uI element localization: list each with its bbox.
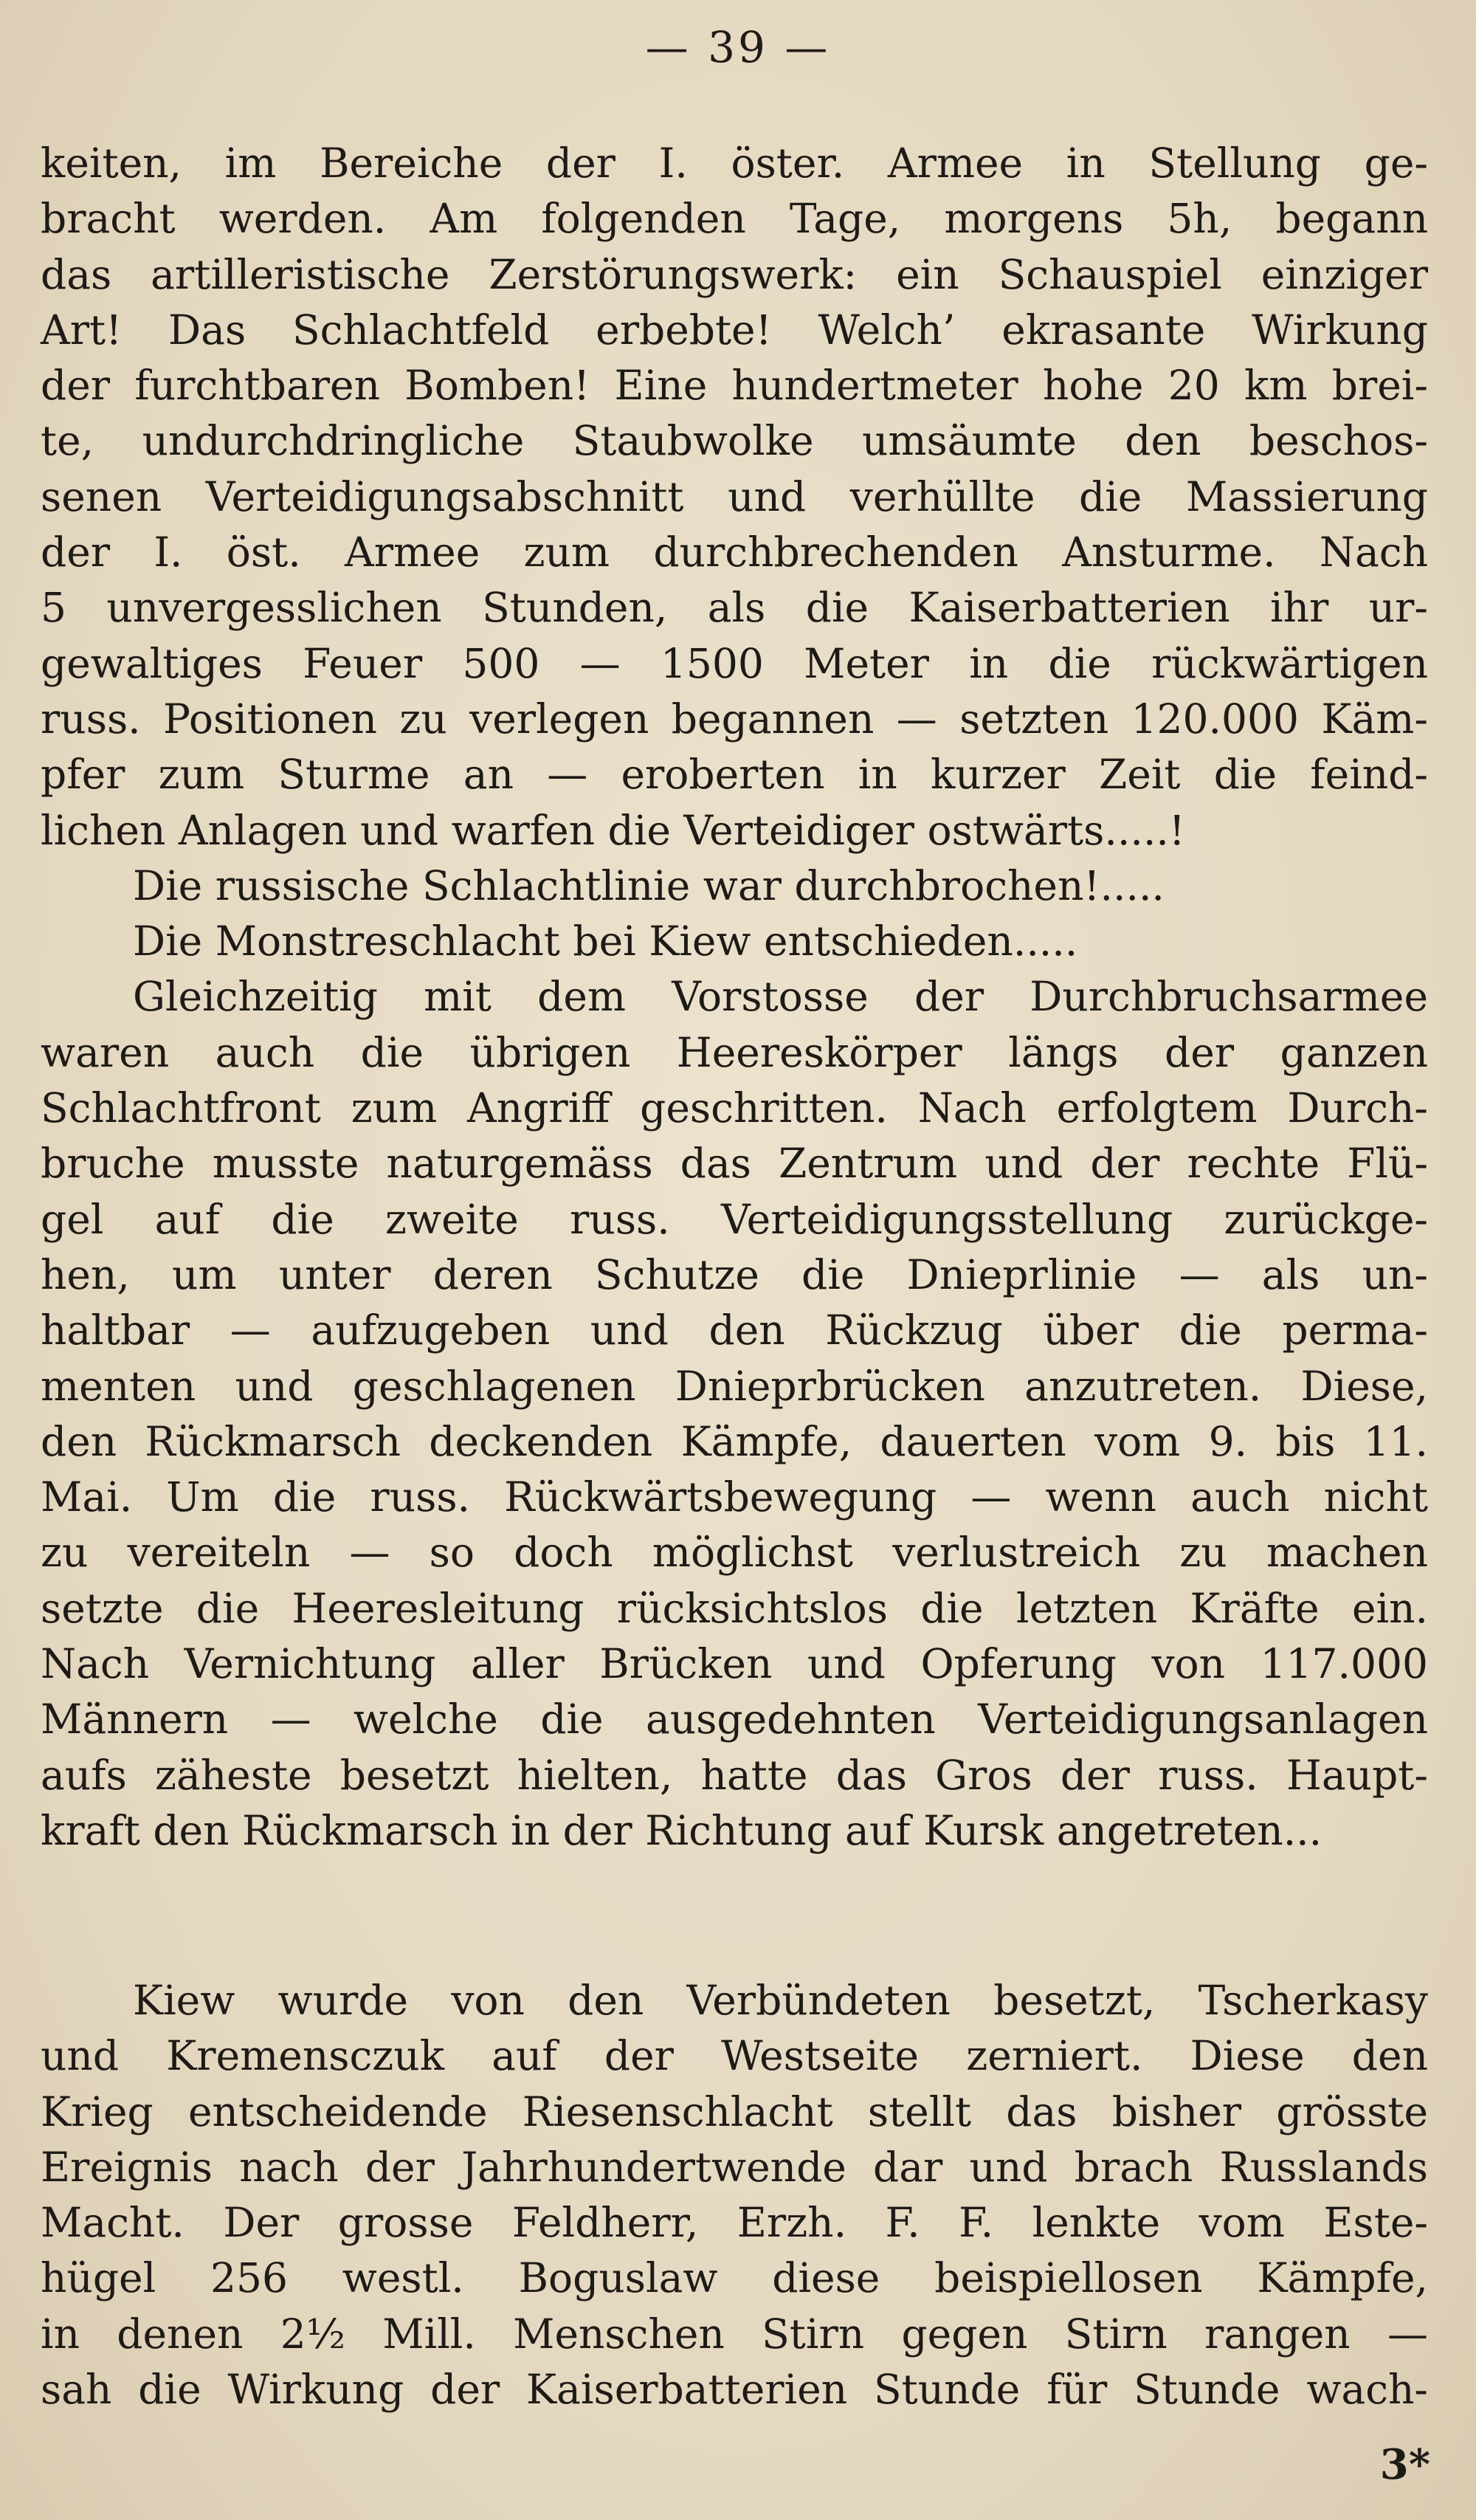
page-number: — 39 — — [645, 22, 831, 72]
text-line: Gleichzeitig mit dem Vorstosse der Durchbruchsarmee — [133, 973, 1428, 1021]
text-line: gel auf die zweite russ. Verteidigungsstellung zurückge- — [41, 1195, 1428, 1243]
text-line: hen, um unter deren Schutze die Dnieprlinie — als un- — [41, 1250, 1428, 1298]
text-line: bruche musste naturgemäss das Zentrum und der rechte Flü- — [41, 1140, 1428, 1188]
text-line: das artilleristische Zerstörungswerk: ein Schauspiel einziger — [41, 250, 1428, 298]
text-line: Kiew wurde von den Verbündeten besetzt, Tscherkasy — [133, 1977, 1428, 2024]
text-line: Nach Vernichtung aller Brücken und Opferung von 117.000 — [41, 1640, 1428, 1688]
text-line: Die russische Schlachtlinie war durchbrochen!..... — [133, 861, 1165, 909]
text-line: bracht werden. Am folgenden Tage, morgens 5h, begann — [41, 195, 1428, 243]
text-line: russ. Positionen zu verlegen begannen — setzten 120.000 Käm- — [41, 695, 1428, 743]
text-line: waren auch die übrigen Heereskörper längs der ganzen — [41, 1028, 1428, 1076]
text-line: Schlachtfront zum Angriff geschritten. Nach erfolgtem Durch- — [41, 1084, 1428, 1132]
text-line: senen Verteidigungsabschnitt und verhüllte die Massierung — [41, 472, 1428, 520]
text-line: pfer zum Sturme an — eroberten in kurzer Zeit die feind- — [41, 751, 1428, 799]
signature-mark: 3* — [1379, 2440, 1430, 2489]
text-line: den Rückmarsch deckenden Kämpfe, dauerten vom 9. bis 11. — [41, 1417, 1428, 1465]
text-line: Mai. Um die russ. Rückwärtsbewegung — wenn auch nicht — [41, 1473, 1428, 1521]
text-line: der I. öst. Armee zum durchbrechenden Ansturme. Nach — [41, 529, 1428, 576]
text-line: Krieg entscheidende Riesenschlacht stellt das bisher grösste — [41, 2087, 1428, 2135]
text-line: Die Monstreschlacht bei Kiew entschieden..... — [133, 918, 1078, 965]
text-line: 5 unvergesslichen Stunden, als die Kaiserbatterien ihr ur- — [41, 584, 1428, 632]
text-line: und Kremensczuk auf der Westseite zerniert. Diese den — [41, 2032, 1428, 2080]
text-line: Ereignis nach der Jahrhundertwende dar und brach Russlands — [41, 2143, 1428, 2191]
main-text-continued — [41, 1973, 1428, 2417]
text-line: keiten, im Bereiche der I. öster. Armee in Stellung ge- — [41, 140, 1428, 187]
text-line: haltbar — aufzugeben und den Rückzug über die perma- — [41, 1307, 1428, 1354]
text-line: lichen Anlagen und warfen die Verteidiger ostwärts.....! — [41, 806, 1185, 854]
text-line: hügel 256 westl. Boguslaw diese beispiellosen Kämpfe, — [41, 2254, 1428, 2302]
text-line: aufs zäheste besetzt hielten, hatte das Gros der russ. Haupt- — [41, 1751, 1428, 1799]
text-line: der furchtbaren Bomben! Eine hundertmeter hohe 20 km brei- — [41, 362, 1428, 410]
text-line: menten und geschlagenen Dnieprbrücken anzutreten. Diese, — [41, 1362, 1428, 1410]
text-line: te, undurchdringliche Staubwolke umsäumte den beschos- — [41, 417, 1428, 465]
text-line: Männern — welche die ausgedehnten Verteidigungsanlagen — [41, 1696, 1428, 1743]
text-line: Art! Das Schlachtfeld erbebte! Welch’ ekrasante Wirkung — [41, 306, 1428, 354]
text-line: setzte die Heeresleitung rücksichtslos die letzten Kräfte ein. — [41, 1584, 1428, 1632]
text-line: gewaltiges Feuer 500 — 1500 Meter in die rückwärtigen — [41, 639, 1428, 687]
text-line: in denen 2½ Mill. Menschen Stirn gegen Stirn rangen — — [41, 2310, 1428, 2358]
main-text — [41, 136, 1428, 1859]
text-line: Macht. Der grosse Feldherr, Erzh. F. F. lenkte vom Este- — [41, 2199, 1428, 2247]
text-line: sah die Wirkung der Kaiserbatterien Stunde für Stunde wach- — [41, 2366, 1428, 2414]
text-line: zu vereiteln — so doch möglichst verlustreich zu machen — [41, 1529, 1428, 1577]
text-line: kraft den Rückmarsch in der Richtung auf Kursk angetreten... — [41, 1806, 1322, 1854]
